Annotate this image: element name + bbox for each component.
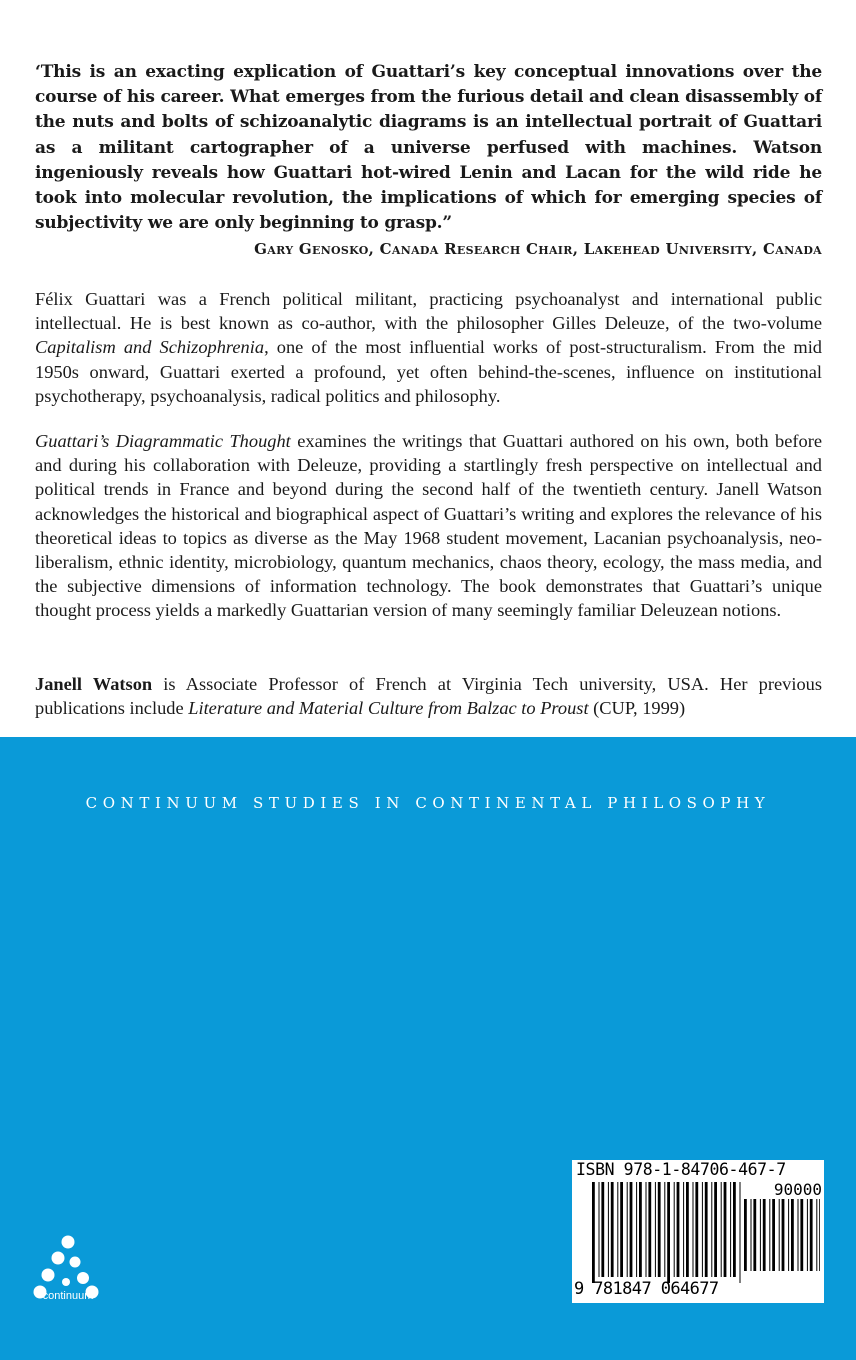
- isbn-barcode: [572, 1160, 824, 1303]
- author-bio-start: is Associate Professor of French at Virginia Tech university, USA. Her previous publications include: [35, 674, 822, 719]
- description-paragraph-1: [35, 287, 822, 408]
- p1-text-start: Félix Guattari was a French political militant, practicing psychoanalyst and international public intellectual. He is best known as co-author, with the philosopher Gilles Deleuze, of the two-volume: [35, 289, 822, 334]
- p2-text: examines the writings that Guattari authored on his own, both before and during his collaboration with Deleuze, providing a startlingly fresh perspective on intellectual and political trends in France and beyond during the second half of the twentieth century. Janell Watson acknowledges the historical and biographical aspect of Guattari’s writing and explores the relevance of his theoretical ideas to topics as diverse as the May 1968 student movement, Lacanian psychoanalysis, neo-liberalism, ethnic identity, microbiology, quantum mechanics, chaos theory, ecology, the mass media, and the subjective dimensions of information technology. The book demonstrates that Guattari’s unique thought process yields a markedly Guattarian version of many seemingly familiar Deleuzean notions.: [35, 431, 823, 621]
- description-paragraph-2: [35, 429, 822, 623]
- author-previous-book: Literature and Material Culture from Balzac to Proust: [188, 698, 589, 719]
- price-code: 90000: [773, 1180, 822, 1199]
- publisher-name: continuum: [42, 1290, 94, 1302]
- addon-barcode-bars-icon: [744, 1199, 820, 1277]
- review-quote: ‘This is an exacting explication of Guattari’s key conceptual innovations over the course of his career. What emerges from the furious detail and clean disassembly of the nuts and bolts of schizoanalytic diagrams is an intellectual portrait of Guattari as a militant cartographer of a universe perfused with machines. Watson ingeniously reveals how Guattari hot-wired Lenin and Lacan for the wild ride he took into molecular revolution, the implications of which for emerging species of subjectivity we are only beginning to grasp.”: [35, 62, 822, 234]
- author-name: Janell Watson: [35, 674, 153, 694]
- quote-attribution: Gary Genosko, Canada Research Chair, Lakehead University, Canada: [254, 240, 822, 258]
- series-title: CONTINUUM STUDIES IN CONTINENTAL PHILOSOPHY: [85, 794, 771, 812]
- author-bio-end: (CUP, 1999): [588, 698, 686, 719]
- author-bio: [35, 672, 822, 720]
- isbn-number: ISBN 978-1-84706-467-7: [576, 1160, 786, 1179]
- barcode-bars-icon: [592, 1182, 742, 1283]
- p1-book-title: Capitalism and Schizophrenia: [35, 337, 265, 358]
- ean-digits: 9 781847 064677: [574, 1279, 719, 1299]
- p2-book-title: Guattari’s Diagrammatic Thought: [35, 431, 291, 451]
- p1-text-end: , one of the most influential works of post-structuralism. From the mid 1950s onward, Guattari exerted a profound, yet often behind-the-scenes, influence on institutional psychotherapy, psychoanalysis, radical politics and philosophy.: [35, 337, 822, 406]
